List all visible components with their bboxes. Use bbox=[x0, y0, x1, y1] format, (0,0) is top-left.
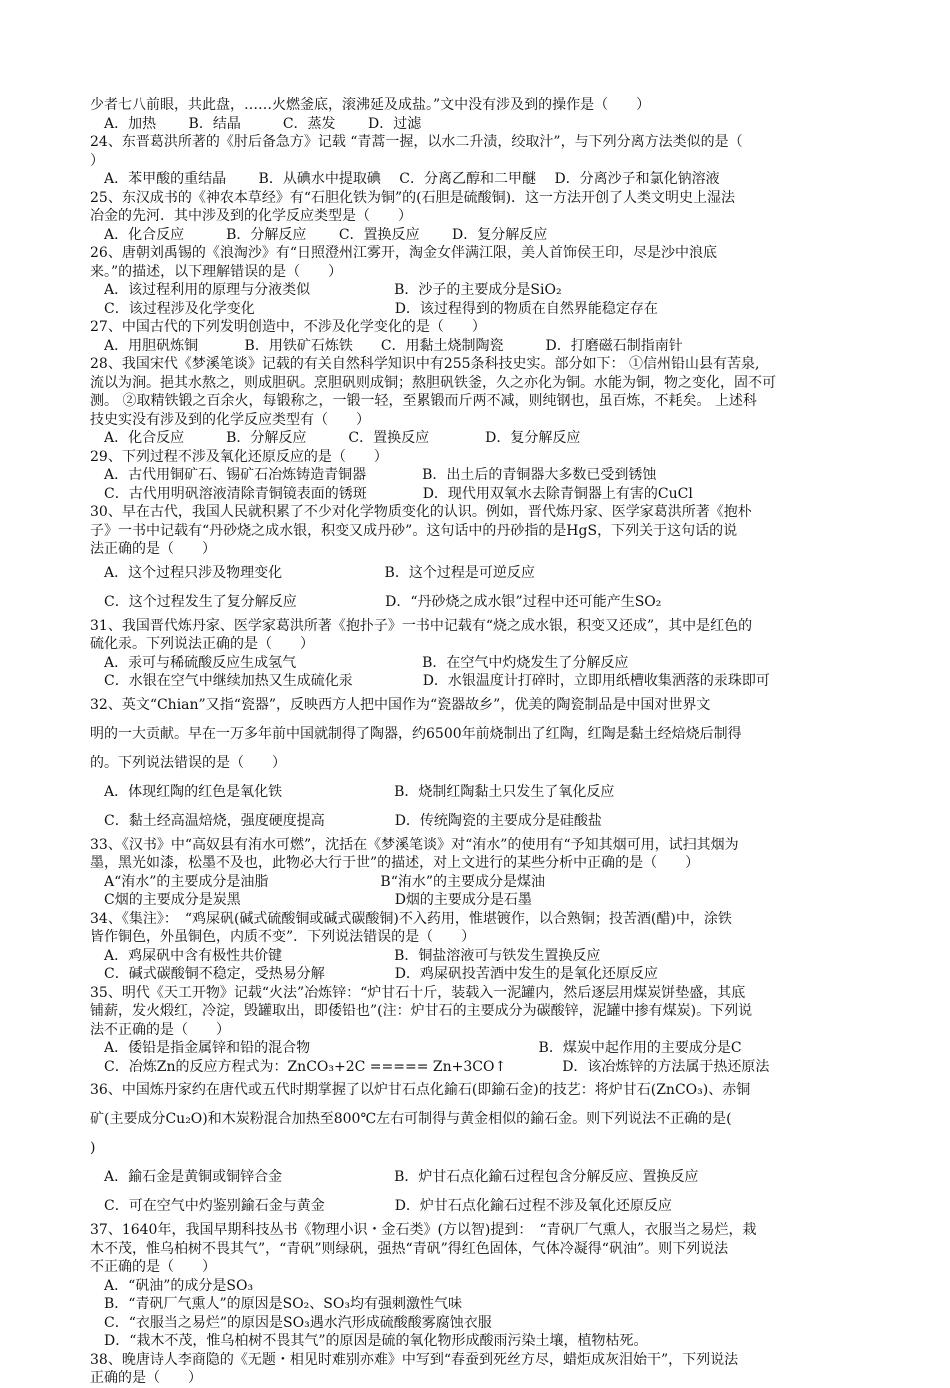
text-line: 26、唐朝刘禹锡的《浪淘沙》有“日照澄州江雾开，淘金女伴满江限，美人首饰侯王印，尽是沙中浪底 bbox=[90, 245, 717, 261]
text-line: 31、我国晋代炼丹家、医学家葛洪所著《抱扑子》一书中记载有“烧之成水银，积变又还成”，其中是红色的 bbox=[90, 617, 753, 634]
text-line: A．用胆矾炼铜 B．用铁矿石炼铁 C．用黏土烧制陶瓷 D．打磨磁石制指南针 bbox=[104, 337, 683, 354]
text-line: 来。”的描述，以下理解错误的是（ ） bbox=[90, 263, 343, 280]
text-line: A．倭铅是指金属锌和铅的混合物 B．煤炭中起作用的主要成分是C bbox=[104, 1040, 742, 1056]
text-line: A．该过程利用的原理与分液类似 B．沙子的主要成分是SiO₂ bbox=[104, 282, 562, 298]
text-line: C．这个过程发生了复分解反应 D．“丹砂烧之成水银”过程中还可能产生SO₂ bbox=[104, 593, 662, 610]
text-line: A．化合反应 B．分解反应 C．置换反应 D．复分解反应 bbox=[104, 430, 581, 446]
text-line: B．“青矾厂气熏人”的原因是SO₂、SO₃均有强刺激性气味 bbox=[104, 1296, 462, 1312]
text-line: ) bbox=[90, 1140, 96, 1156]
text-line: A．体现红陶的红色是氧化铁 B．烧制红陶黏土只发生了氧化反应 bbox=[104, 783, 615, 800]
text-line: C．黏土经高温焙烧，强度硬度提高 D．传统陶瓷的主要成分是硅酸盐 bbox=[104, 812, 602, 829]
text-line: 冶金的先河．其中涉及到的化学反应类型是（ ） bbox=[90, 208, 412, 224]
text-line: 少者七八前眼，共此盘，……火燃釜底，滚沸延及成盐。”文中没有涉及到的操作是（ ） bbox=[90, 97, 651, 113]
text-line: C．碱式碳酸铜不稳定，受热易分解 D．鸡屎矾投苦酒中发生的是氧化还原反应 bbox=[104, 966, 658, 982]
text-line: C．水银在空气中继续加热又生成硫化汞 D．水银温度计打碎时，立即用纸槽收集洒落的汞珠即可 bbox=[104, 673, 770, 689]
text-line: 测。 ②取精铁锻之百余火，每锻称之，一锻一轻，至累锻而斤两不减，则纯钢也，虽百炼，不耗矣。 上述科 bbox=[90, 393, 757, 409]
text-line: A．“矾油”的成分是SO₃ bbox=[104, 1277, 254, 1294]
text-line: 30、早在古代，我国人民就积累了不少对化学物质变化的认识。例如，晋代炼丹家、医学家葛洪所著《抱朴 bbox=[90, 504, 752, 520]
text-line: 矿(主要成分Cu₂O)和木炭粉混合加热至800℃左右可制得与黄金相似的鍮石金。则下列说法不正确的是( bbox=[90, 1111, 732, 1127]
text-line: 技史实没有涉及到的化学反应类型有（ ） bbox=[90, 411, 370, 428]
text-line: A．古代用铜矿石、锡矿石冶炼铸造青铜器 B．出土后的青铜器大多数已受到锈蚀 bbox=[104, 467, 657, 483]
text-line: 铺薪，发火煅红，冷淀，毁罐取出，即倭铅也”(注：炉甘石的主要成分为碳酸锌，泥罐中掺有煤炭)。下列说 bbox=[90, 1003, 753, 1019]
text-line: 法正确的是（ ） bbox=[90, 541, 216, 557]
text-line: 木不茂，惟乌柏树不畏其气”，“青矾”则绿矾，强热“青矾”得红色固体，气体冷凝得“矾油”。则下列说法 bbox=[90, 1240, 729, 1257]
text-line: 34、《集注》： “鸡屎矾(碱式硫酸铜或碱式碳酸铜)不入药用，惟堪镀作，以合熟铜；投苦酒(醋)中，涂铁 bbox=[90, 910, 732, 927]
text-line: 35、明代《天工开物》记载“火法”冶炼锌：“炉甘石十斤，装载入一泥罐内，然后逐层用煤炭饼垫盛，其底 bbox=[90, 984, 746, 1001]
text-line: 32、英文“Chian”又指“瓷器”，反映西方人把中国作为“瓷器故乡”，优美的陶瓷制品是中国对世界文 bbox=[90, 696, 711, 713]
text-line: C．古代用明矾溶液清除青铜镜表面的锈斑 D．现代用双氧水去除青铜器上有害的CuCl bbox=[104, 485, 693, 502]
text-line: 不正确的是（ ） bbox=[90, 1259, 216, 1275]
text-line: A．苯甲酸的重结晶 B．从碘水中提取碘 C．分离乙醇和二甲醚 D．分离沙子和氯化钠溶液 bbox=[104, 171, 720, 187]
text-line: 27、中国古代的下列发明创造中，不涉及化学变化的是（ ） bbox=[90, 319, 486, 335]
text-line: 墨，黑光如漆，松墨不及也，此物必大行于世”的描述，对上文进行的某些分析中正确的是（ ） bbox=[90, 855, 700, 871]
text-line: A．化合反应 B．分解反应 C．置换反应 D．复分解反应 bbox=[104, 226, 548, 243]
text-line: C．“衣服当之易烂”的原因是SO₃遇水汽形成硫酸酸雾腐蚀衣服 bbox=[104, 1314, 492, 1331]
text-line: A．鍮石金是黄铜或铜锌合金 B．炉甘石点化鍮石过程包含分解反应、置换反应 bbox=[104, 1169, 699, 1185]
text-line: 38、晚唐诗人李商隐的《无题・相见时难别亦难》中写到“春蚕到死丝方尽，蜡炬成灰泪始干”，下列说法 bbox=[90, 1351, 739, 1368]
text-line: 37、1640年，我国早期科技丛书《物理小识・金石类》(方以智)提到： “青矾厂气熏人，衣服当之易烂，栽 bbox=[90, 1222, 757, 1238]
text-line: 25、东汉成书的《神农本草经》有“石胆化铁为铜”的(石胆是硫酸铜)．这一方法开创了人类文明史上湿法 bbox=[90, 189, 736, 206]
text-line: C．该过程涉及化学变化 D．该过程得到的物质在自然界能稳定存在 bbox=[104, 300, 658, 317]
text-line: 明的一大贡献。早在一万多年前中国就制得了陶器，约6500年前烧制出了红陶，红陶是黏土经焙烧后制得 bbox=[90, 725, 742, 742]
text-line: 28、我国宋代《梦溪笔谈》记载的有关自然科学知识中有255条科技史实。部分如下： ①信州铅山县有苦泉, bbox=[90, 356, 760, 372]
text-line: C．可在空气中灼鉴别鍮石金与黄金 D．炉甘石点化鍮石过程不涉及氧化还原反应 bbox=[104, 1198, 672, 1214]
text-line: A“洧水”的主要成分是油脂 B“洧水”的主要成分是煤油 bbox=[104, 873, 546, 890]
text-line: A．鸡屎矾中含有极性共价键 B．铜盐溶液可与铁发生置换反应 bbox=[104, 947, 601, 964]
text-line: 的。下列说法错误的是（ ） bbox=[90, 754, 286, 771]
text-line: 法不正确的是（ ） bbox=[90, 1021, 230, 1038]
text-line: 36、中国炼丹家约在唐代或五代时期掌握了以炉甘石点化鍮石(即鍮石金)的技艺：将炉甘石(ZnCO₃)、赤铜 bbox=[90, 1082, 751, 1098]
text-line: A．这个过程只涉及物理变化 B．这个过程是可逆反应 bbox=[104, 564, 535, 581]
text-line: C烟的主要成分是炭黑 D烟的主要成分是石墨 bbox=[104, 892, 532, 908]
text-line: D．“栽木不茂，惟乌柏树不畏其气”的原因是硫的氧化物形成酸雨污染土壤，植物枯死。 bbox=[104, 1333, 648, 1349]
text-line: 24、东晋葛洪所著的《肘后备急方》记载 “青蒿一握，以水二升渍，绞取汁”，与下列分离方法类似的是（ bbox=[90, 134, 743, 150]
text-line: C．冶炼Zn的反应方程式为：ZnCO₃+2C ===== Zn+3CO↑ D．该冶炼锌的方法属于热还原法 bbox=[104, 1058, 770, 1075]
text-line: 硫化汞。下列说法正确的是（ ） bbox=[90, 636, 314, 652]
text-line: 正确的是（ ） bbox=[90, 1370, 202, 1386]
text-line: A．加热 B．结晶 C．蒸发 D．过滤 bbox=[104, 115, 422, 132]
text-line: 子》一书中记载有“丹砂烧之成水银，积变又成丹砂”。这句话中的丹砂指的是HgS，下列关于这句话的说 bbox=[90, 522, 738, 539]
text-line: 29、下列过程不涉及氧化还原反应的是（ ） bbox=[90, 448, 388, 465]
document-body bbox=[90, 96, 860, 1388]
text-line: ） bbox=[90, 152, 104, 169]
text-line: 皆作铜色，外虽铜色，内质不变”．下列说法错误的是（ ） bbox=[90, 929, 476, 945]
text-line: 33、《汉书》中“高奴县有洧水可燃”，沈括在《梦溪笔谈》对“洧水”的使用有“予知其烟可用，试扫其烟为 bbox=[90, 836, 739, 853]
text-line: 流以为涧。挹其水熬之，则成胆矾。烹胆矾则成铜；熬胆矾铁釜，久之亦化为铜。水能为铜，物之变化，固不可 bbox=[90, 374, 776, 391]
text-line: A．汞可与稀硫酸反应生成氢气 B．在空气中灼烧发生了分解反应 bbox=[104, 654, 629, 671]
